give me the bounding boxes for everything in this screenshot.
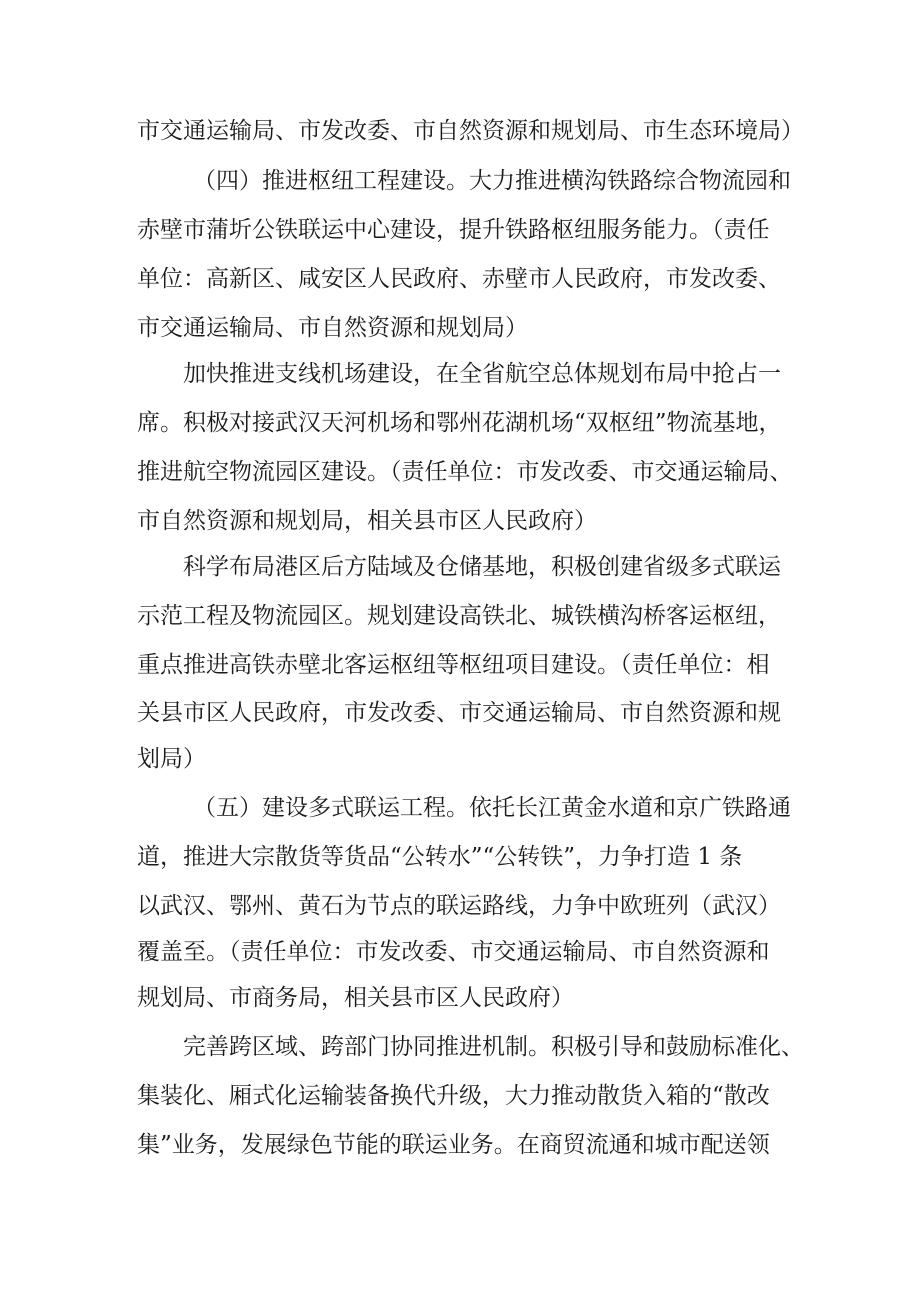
text-line: 覆盖至。（责任单位：市发改委、市交通运输局、市自然资源和 (137, 939, 770, 965)
text-line: 市自然资源和规划局，相关县市区人民政府） (137, 508, 597, 534)
text-line: 集装化、厢式化运输装备换代升级，大力推动散货入箱的“散改 (137, 1083, 770, 1109)
text-line: 规划局、市商务局，相关县市区人民政府） (137, 985, 574, 1011)
text-line: 重点推进高铁赤壁北客运枢纽等枢纽项目建设。（责任单位：相 (137, 652, 770, 678)
text-line: 市交通运输局、市发改委、市自然资源和规划局、市生态环境局） (137, 118, 804, 144)
text-line: 完善跨区域、跨部门协同推进机制。积极引导和鼓励标准化、 (183, 1034, 804, 1060)
text-line: 科学布局港区后方陆域及仓储基地，积极创建省级多式联运 (183, 554, 781, 580)
text-line: 集”业务，发展绿色节能的联运业务。在商贸流通和城市配送领 (137, 1132, 770, 1158)
text-line: 单位：高新区、咸安区人民政府、赤壁市人民政府，市发改委、 (137, 266, 781, 292)
text-line: 席。积极对接武汉天河机场和鄂州花湖机场“双枢纽”物流基地， (137, 410, 782, 436)
text-line: 市交通运输局、市自然资源和规划局） (137, 315, 528, 341)
text-line: 道，推进大宗散货等货品“公转水”“公转铁”，力争打造 1 条 (137, 844, 743, 870)
text-line: （四）推进枢纽工程建设。大力推进横沟铁路综合物流园和 (193, 168, 791, 194)
text-line: 划局） (137, 746, 206, 772)
text-line: 赤壁市蒲圻公铁联运中心建设，提升铁路枢纽服务能力。（责任 (137, 217, 770, 243)
text-line: 加快推进支线机场建设，在全省航空总体规划布局中抢占一 (183, 361, 781, 387)
text-line: （五）建设多式联运工程。依托长江黄金水道和京广铁路通 (193, 795, 791, 821)
text-line: 推进航空物流园区建设。（责任单位：市发改委、市交通运输局、 (137, 459, 793, 485)
text-line: 以武汉、鄂州、黄石为节点的联运路线，力争中欧班列（武汉） (137, 893, 781, 919)
text-line: 关县市区人民政府，市发改委、市交通运输局、市自然资源和规 (137, 700, 781, 726)
text-line: 示范工程及物流园区。规划建设高铁北、城铁横沟桥客运枢纽， (137, 603, 781, 629)
